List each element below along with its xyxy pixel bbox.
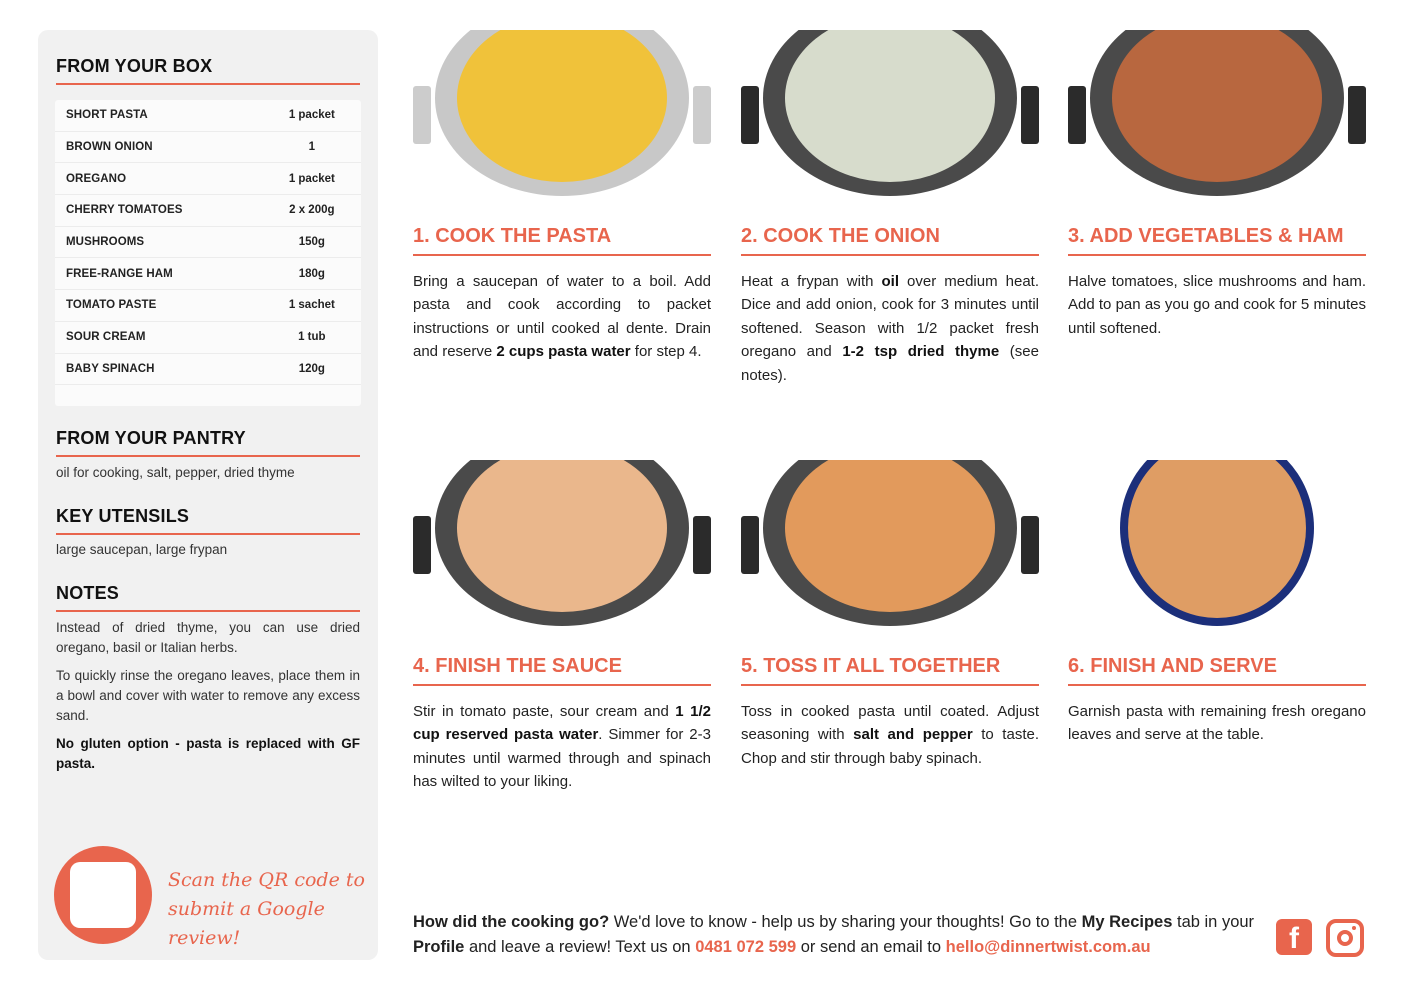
ingredient-name: BROWN ONION <box>66 141 153 154</box>
table-row <box>55 290 361 322</box>
footer-text: tab in your <box>1172 913 1255 931</box>
ingredient-qty: 1 packet <box>288 172 335 185</box>
step-body <box>741 700 1039 770</box>
step-title: 4. FINISH THE SAUCE <box>413 655 711 686</box>
ingredient-name: FREE-RANGE HAM <box>66 267 173 280</box>
footer-question: How did the cooking go? <box>413 913 610 931</box>
note-bold: No gluten option - pasta is replaced with GF pasta. <box>56 736 360 771</box>
ingredient-name: SHORT PASTA <box>66 109 148 122</box>
step-5 <box>741 460 1039 770</box>
ingredient-qty: 1 tub <box>298 331 326 344</box>
frypan <box>763 460 1017 626</box>
frypan <box>763 30 1017 196</box>
ingredient-qty: 180g <box>298 267 325 280</box>
table-row <box>55 163 361 195</box>
step-text: to taste. Chop and stir through baby spinach. <box>741 726 1039 767</box>
pasta <box>457 30 667 182</box>
profile-label: Profile <box>413 938 465 956</box>
step-text: for step 4. <box>630 343 702 361</box>
table-row <box>55 132 361 164</box>
step-photo <box>1068 30 1366 197</box>
footer-text: and leave a review! Text us on <box>464 938 696 956</box>
step-text-bold: 1-2 tsp dried thyme <box>842 343 1000 361</box>
step-body <box>741 270 1039 387</box>
ingredient-qty: 150g <box>298 236 325 249</box>
ingredient-name: BABY SPINACH <box>66 362 155 375</box>
step-6 <box>1068 460 1366 747</box>
my-recipes-label: My Recipes <box>1081 913 1173 931</box>
step-4 <box>413 460 711 794</box>
notes-heading: NOTES <box>56 583 360 612</box>
email-link[interactable]: hello@dinnertwist.com.au <box>945 938 1151 956</box>
phone-link[interactable]: 0481 072 599 <box>695 938 797 956</box>
step-body <box>1068 700 1366 747</box>
pan-handle <box>1068 86 1086 144</box>
step-text: Halve tomatoes, slice mushrooms and ham. Add to pan as you go and cook for 5 minutes until softened. <box>1068 273 1366 337</box>
instagram-icon[interactable] <box>1326 919 1364 957</box>
feedback-footer <box>413 910 1263 960</box>
vegetables-and-ham <box>1112 30 1322 182</box>
ingredients-table <box>55 100 361 406</box>
step-title: 6. FINISH AND SERVE <box>1068 655 1366 686</box>
ingredient-qty: 1 packet <box>288 109 335 122</box>
sauce <box>457 460 667 612</box>
ingredient-name: MUSHROOMS <box>66 236 145 249</box>
from-your-pantry-heading: FROM YOUR PANTRY <box>56 428 360 457</box>
step-1 <box>413 30 711 364</box>
utensils-text: large saucepan, large frypan <box>56 542 228 557</box>
table-row <box>55 227 361 259</box>
ingredient-name: SOUR CREAM <box>66 331 146 344</box>
pan-handle <box>413 86 431 144</box>
instagram-dot <box>1352 926 1356 930</box>
step-title: 5. TOSS IT ALL TOGETHER <box>741 655 1039 686</box>
served-pasta <box>1128 460 1306 618</box>
notes-text <box>56 618 360 782</box>
step-text: (see notes). <box>741 343 1039 384</box>
ingredient-name: TOMATO PASTE <box>66 299 157 312</box>
step-photo <box>741 460 1039 627</box>
onion <box>785 30 995 182</box>
sidebar <box>38 30 378 960</box>
step-text: Garnish pasta with remaining fresh oregano leaves and serve at the table. <box>1068 703 1366 744</box>
ingredient-name: OREGANO <box>66 172 127 185</box>
footer-text: We'd love to know - help us by sharing your thoughts! Go to the <box>609 913 1082 931</box>
saucepan <box>435 30 689 196</box>
step-text: . Simmer for 2-3 minutes until warmed through and spinach has wilted to your liking. <box>413 726 711 791</box>
ingredient-qty: 1 sachet <box>288 299 335 312</box>
pan-handle <box>1021 516 1039 574</box>
frypan <box>1090 30 1344 196</box>
step-text: Heat a frypan with <box>741 273 882 290</box>
ingredient-name: CHERRY TOMATOES <box>66 204 183 217</box>
instagram-lens <box>1337 930 1353 946</box>
step-text: Bring a saucepan of water to a boil. Add pasta and cook according to packet instructions or until cooked al dente. Drain and reserve <box>413 273 711 361</box>
pan-handle <box>741 86 759 144</box>
pan-handle <box>693 86 711 144</box>
pan-handle <box>1021 86 1039 144</box>
step-text: Stir in tomato paste, sour cream and <box>413 703 676 720</box>
step-photo <box>413 30 711 197</box>
qr-text: Scan the QR code to submit a Google review! <box>168 869 365 949</box>
step-2 <box>741 30 1039 387</box>
table-row <box>55 100 361 132</box>
step-text: Toss in cooked pasta until coated. Adjust seasoning with <box>741 703 1039 744</box>
table-row <box>55 322 361 354</box>
table-row <box>55 195 361 227</box>
ingredient-qty: 1 <box>308 141 316 154</box>
note-paragraph: To quickly rinse the oregano leaves, place them in a bowl and cover with water to remove any excess sand. <box>56 668 360 723</box>
step-3 <box>1068 30 1366 340</box>
frypan <box>435 460 689 626</box>
step-title: 3. ADD VEGETABLES & HAM <box>1068 225 1366 256</box>
ingredient-qty: 120g <box>298 362 325 375</box>
facebook-icon[interactable]: f <box>1276 919 1312 955</box>
step-text: over medium heat. Dice and add onion, cook for 3 minutes until softened. Season with 1/2 packet fresh oregano and <box>741 273 1039 361</box>
step-title: 2. COOK THE ONION <box>741 225 1039 256</box>
step-text-bold: 1 1/2 cup reserved pasta water <box>413 703 711 744</box>
step-photo <box>1068 460 1366 627</box>
key-utensils-heading: KEY UTENSILS <box>56 506 360 535</box>
note-paragraph: Instead of dried thyme, you can use dried oregano, basil or Italian herbs. <box>56 620 360 655</box>
step-body <box>413 270 711 364</box>
pan-handle <box>1348 86 1366 144</box>
table-row <box>55 258 361 290</box>
step-body <box>1068 270 1366 340</box>
step-photo <box>741 30 1039 197</box>
footer-text: or send an email to <box>796 938 946 956</box>
table-row <box>55 354 361 386</box>
qr-code[interactable] <box>54 846 152 944</box>
pasta-mix <box>785 460 995 612</box>
from-your-box-heading: FROM YOUR BOX <box>56 56 360 85</box>
qr-code-image <box>70 862 136 928</box>
step-title: 1. COOK THE PASTA <box>413 225 711 256</box>
step-text-bold: oil <box>881 273 900 290</box>
ingredient-qty: 2 x 200g <box>289 204 335 217</box>
step-text-bold: 2 cups pasta water <box>496 343 631 361</box>
pan-handle <box>693 516 711 574</box>
pantry-text: oil for cooking, salt, pepper, dried thyme <box>56 465 295 480</box>
step-photo <box>413 460 711 627</box>
step-text-bold: salt and pepper <box>853 726 973 744</box>
pan-handle <box>413 516 431 574</box>
serving-dish <box>1120 460 1314 626</box>
step-body <box>413 700 711 794</box>
pan-handle <box>741 516 759 574</box>
